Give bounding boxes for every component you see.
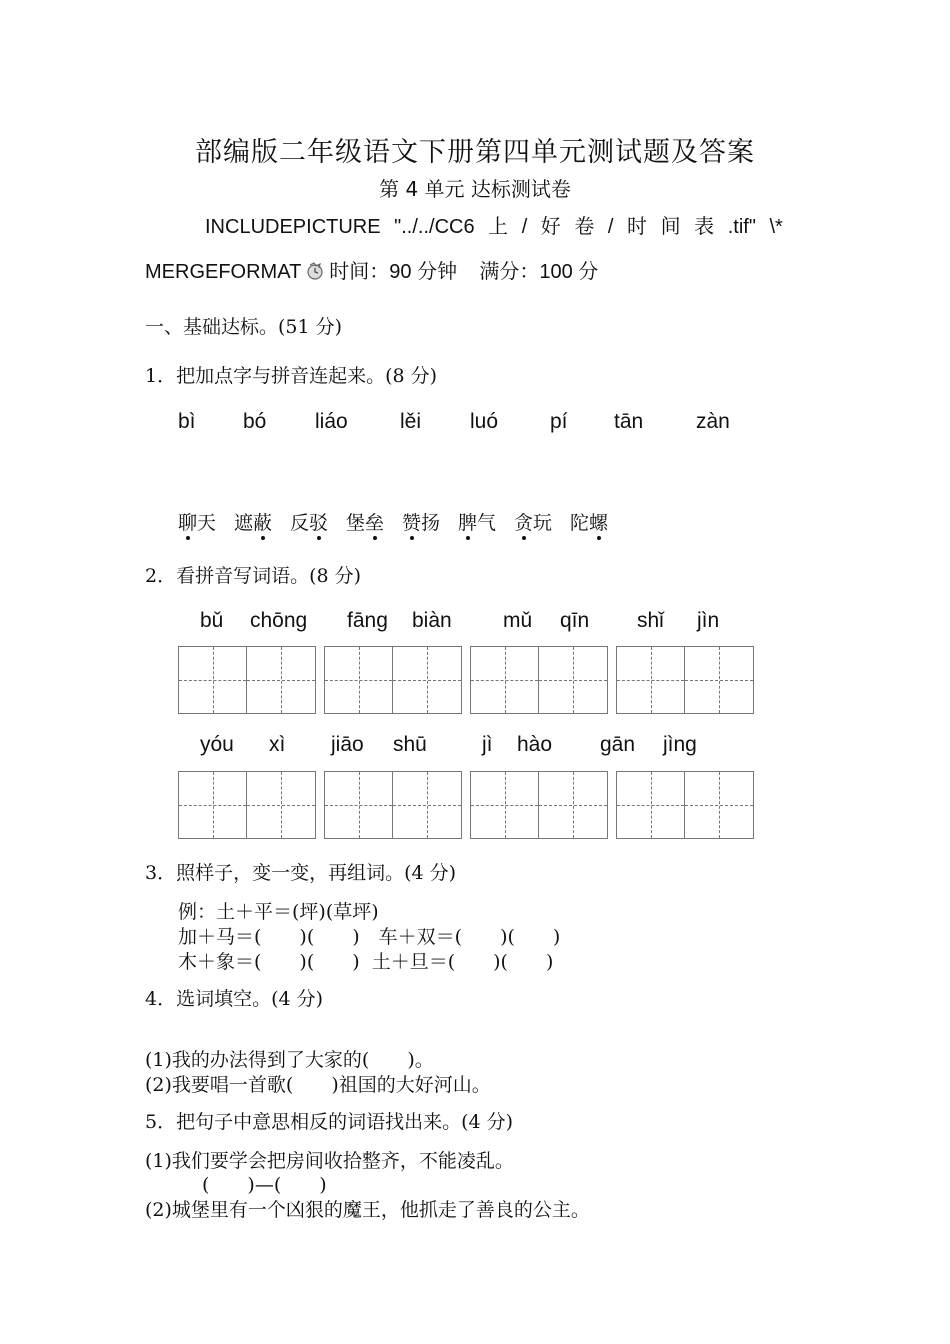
- q2-pinyin: shū: [393, 733, 427, 756]
- q1-word: 贪玩: [514, 512, 553, 534]
- field-code-end: MERGEFORMAT: [145, 261, 302, 283]
- q2-pinyin: jì: [482, 733, 493, 756]
- q1-pinyin: lěi: [400, 410, 422, 433]
- q1-word: 堡垒: [346, 512, 385, 534]
- q1-pinyin: zàn: [696, 410, 730, 433]
- q1-pinyin: tān: [614, 410, 644, 433]
- q3-prompt: 3．照样子，变一变，再组词。(4 分): [145, 862, 457, 884]
- q1-word: 聊天: [178, 512, 217, 534]
- q2-pinyin: hào: [517, 733, 553, 756]
- q2-pinyin: mǔ: [503, 609, 533, 632]
- q3-line-2: 木＋象＝( )( ) 土＋旦＝( )( ): [178, 951, 554, 973]
- document-title: 部编版二年级语文下册第四单元测试题及答案: [195, 137, 755, 168]
- time-info: 时间：90 分钟 满分：100 分: [329, 261, 599, 283]
- time-info-line: [145, 255, 598, 284]
- q2-pinyin: jìn: [697, 609, 720, 632]
- q2-pinyin: fāng: [347, 609, 388, 632]
- q1-word: 反驳: [290, 512, 329, 534]
- q1-prompt: 1．把加点字与拼音连起来。(8 分): [145, 365, 438, 387]
- writing-grid[interactable]: [616, 771, 754, 839]
- q3-example: 例：土＋平＝(坪)(草坪): [178, 901, 379, 923]
- q2-pinyin: xì: [269, 733, 286, 756]
- q1-pinyin: pí: [550, 410, 568, 433]
- q4-sentence-2: (2)我要唱一首歌( )祖国的大好河山。: [145, 1074, 491, 1096]
- q1-word: 脾气: [458, 512, 497, 534]
- q1-pinyin: bó: [243, 410, 267, 433]
- writing-grid[interactable]: [470, 771, 608, 839]
- field-code-line: INCLUDEPICTURE "../../CC6 上 / 好 卷 / 时 间 表 .tif" \*: [205, 216, 783, 238]
- writing-grid[interactable]: [324, 646, 462, 714]
- writing-grid[interactable]: [178, 646, 316, 714]
- q2-pinyin: biàn: [412, 609, 452, 632]
- q2-pinyin: shǐ: [637, 609, 664, 632]
- q2-prompt: 2．看拼音写词语。(8 分): [145, 565, 362, 587]
- writing-grid[interactable]: [470, 646, 608, 714]
- section1-heading: 一、基础达标。(51 分): [145, 316, 343, 338]
- document-subtitle: 第 4 单元 达标测试卷: [379, 177, 571, 201]
- writing-grid[interactable]: [616, 646, 754, 714]
- q1-pinyin-row: [0, 410, 950, 440]
- q3-line-1: 加＋马＝( )( ) 车＋双＝( )( ): [178, 926, 561, 948]
- q2-pinyin: jiāo: [331, 733, 364, 756]
- q2-pinyin: chōng: [250, 609, 308, 632]
- q2-pinyin: yóu: [200, 733, 234, 756]
- q2-pinyin: bǔ: [200, 609, 224, 632]
- q4-sentence-1: (1)我的办法得到了大家的( )。: [145, 1049, 434, 1071]
- q5-answer-blank[interactable]: ( )—( ): [202, 1174, 327, 1196]
- q1-word: 陀螺: [570, 512, 609, 534]
- q2-pinyin: qīn: [560, 609, 590, 632]
- q1-pinyin: liáo: [315, 410, 348, 433]
- q5-prompt: 5．把句子中意思相反的词语找出来。(4 分): [145, 1111, 514, 1133]
- q2-pinyin-row-2: [0, 733, 950, 763]
- q2-pinyin: jìng: [663, 733, 697, 756]
- clock-picture-icon: [305, 261, 325, 281]
- q2-pinyin-row-1: [0, 609, 950, 639]
- q1-word-row: [0, 508, 950, 538]
- q1-pinyin: bì: [178, 410, 196, 433]
- q1-word: 赞扬: [402, 512, 441, 534]
- q4-prompt: 4．选词填空。(4 分): [145, 988, 324, 1010]
- q5-sentence-2: (2)城堡里有一个凶狠的魔王，他抓走了善良的公主。: [145, 1199, 590, 1221]
- q5-sentence-1: (1)我们要学会把房间收拾整齐，不能凌乱。: [145, 1150, 514, 1172]
- q1-word: 遮蔽: [234, 512, 273, 534]
- q1-pinyin: luó: [470, 410, 499, 433]
- q2-pinyin: gān: [600, 733, 636, 756]
- writing-grid[interactable]: [178, 771, 316, 839]
- writing-grid[interactable]: [324, 771, 462, 839]
